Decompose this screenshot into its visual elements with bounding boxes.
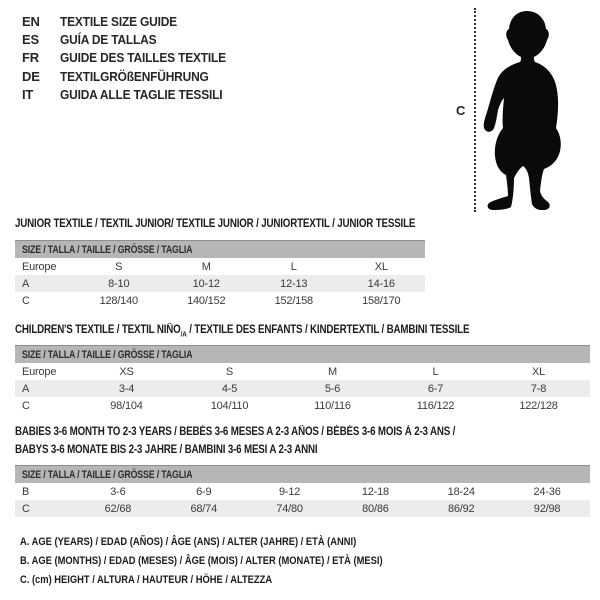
babies-table-title: BABIES 3-6 MONTH TO 2-3 YEARS / BEBÉS 3-6 MESES A 2-3 AÑOS / BÉBÉS 3-6 MOIS À 2-3 ANS / BABYS 3-6 MONATE BIS 2-3 JAHRE / BAMBINI 3-6 MESI A 2-3 ANNI (15, 426, 456, 456)
cell: 10-12 (192, 277, 220, 290)
table-row (15, 500, 590, 517)
row-label: Europe (22, 365, 57, 378)
table-row (15, 258, 425, 275)
cell: XL (531, 365, 546, 378)
row-label: C (22, 502, 30, 515)
footnote-b: B. AGE (MONTHS) / EDAD (MESES) / ÂGE (MOIS) / ALTER (MONATE) / ETÀ (MESI) (20, 555, 383, 567)
cell: 7-8 (530, 382, 547, 395)
size-header-band: SIZE / TALLA / TAILLE / GRÖSSE / TAGLIA (15, 240, 425, 258)
footnote-c: C. (cm) HEIGHT / ALTURA / HAUTEUR / HÖHE / ALTEZZA (20, 574, 273, 586)
cell: 6-9 (196, 485, 212, 498)
cell: 18-24 (447, 485, 475, 498)
cell: XS (119, 365, 134, 378)
cell: 14-16 (367, 277, 395, 290)
table-row (15, 483, 590, 500)
cell: 128/140 (99, 294, 138, 307)
language-row (22, 86, 240, 104)
language-title: TEXTILE SIZE GUIDE (60, 13, 177, 29)
size-header-band: SIZE / TALLA / TAILLE / GRÖSSE / TAGLIA (15, 465, 590, 483)
language-code: IT (22, 87, 34, 103)
size-header-band: SIZE / TALLA / TAILLE / GRÖSSE / TAGLIA (15, 345, 590, 363)
cell: L (290, 260, 297, 273)
table-row (15, 363, 590, 380)
junior-table (15, 240, 425, 309)
language-row (22, 49, 240, 67)
cell: 9-12 (278, 485, 301, 498)
junior-table-title: JUNIOR TEXTILE / TEXTIL JUNIOR/ TEXTILE JUNIOR / JUNIORTEXTIL / JUNIOR TESSILE (15, 218, 416, 230)
row-label: A (22, 277, 30, 290)
cell: 4-5 (221, 382, 238, 395)
language-title: GUIDA ALLE TAGLIE TESSILI (60, 87, 223, 103)
cell: 104/110 (210, 399, 249, 412)
row-label: A (22, 382, 30, 395)
cell: 3-4 (118, 382, 135, 395)
cell: 68/74 (190, 502, 217, 515)
cell: 86/92 (447, 502, 475, 515)
cell: 152/158 (274, 294, 313, 307)
cell: 24-36 (533, 485, 561, 498)
language-code: DE (22, 68, 40, 84)
footnote-a: A. AGE (YEARS) / EDAD (AÑOS) / ÂGE (ANS) / ALTER (JAHRE) / ETÀ (ANNI) (20, 536, 357, 548)
baby-silhouette (480, 10, 580, 210)
language-title: TEXTILGRÖßENFÜHRUNG (60, 68, 209, 84)
measure-label-c: C (456, 103, 466, 118)
language-code: FR (22, 50, 39, 66)
table-row (15, 275, 425, 292)
cell: 3-6 (110, 485, 126, 498)
row-label: B (22, 485, 30, 498)
language-row (22, 12, 240, 30)
language-title: GUIDE DES TAILLES TEXTILE (60, 50, 226, 66)
cell: L (432, 365, 439, 378)
language-code: ES (22, 32, 39, 48)
footnotes (20, 533, 447, 590)
cell: 6-7 (427, 382, 444, 395)
cell: 12-18 (361, 485, 389, 498)
cell: 12-13 (280, 277, 308, 290)
cell: 116/122 (416, 399, 455, 412)
title-subscript: /A (180, 329, 187, 339)
language-row (22, 67, 240, 85)
cell: 74/80 (276, 502, 303, 515)
cell: 122/128 (519, 399, 558, 412)
cell: 62/68 (104, 502, 132, 515)
cell: 110/116 (314, 399, 351, 412)
cell: 158/170 (362, 294, 401, 307)
cell: 80/86 (362, 502, 389, 515)
cell: S (225, 365, 234, 378)
language-title-list (22, 12, 240, 104)
table-row (15, 397, 590, 414)
row-label: C (22, 399, 30, 412)
row-label: C (22, 294, 30, 307)
language-row (22, 30, 240, 48)
children-table (15, 345, 590, 414)
row-label: Europe (22, 260, 57, 273)
cell: 98/104 (110, 399, 143, 412)
children-table-title: CHILDREN'S TEXTILE / TEXTIL $NIÑO_{/A}$ / TEXTILE DES ENFANTS / KINDERTEXTIL / BAMBINI TESSILE (15, 324, 470, 339)
table-row (15, 292, 425, 309)
cell: 5-6 (324, 382, 341, 395)
cell: M (201, 260, 211, 273)
cell: 92/98 (533, 502, 561, 515)
cell: 8-10 (108, 277, 130, 290)
cell: M (328, 365, 337, 378)
babies-table (15, 465, 590, 517)
cell: 140/152 (187, 294, 226, 307)
language-title: GUÍA DE TALLAS (60, 32, 157, 48)
height-measure-dotted-line (474, 8, 476, 212)
cell: S (115, 260, 123, 273)
cell: XL (374, 260, 388, 273)
table-row (15, 380, 590, 397)
language-code: EN (22, 13, 40, 29)
